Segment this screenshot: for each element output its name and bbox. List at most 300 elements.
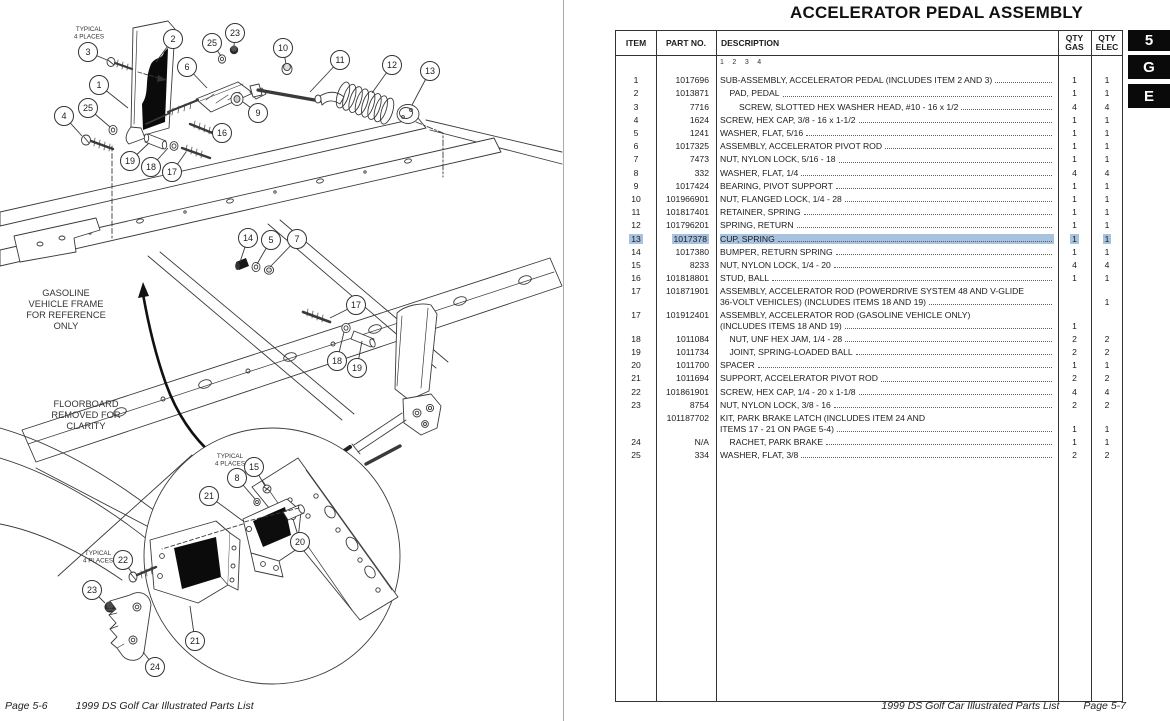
description-line: [720, 321, 1054, 332]
callout-number: 20: [294, 537, 306, 548]
description-text: SUPPORT, ACCELERATOR PIVOT ROD: [720, 373, 878, 384]
callout-number: 21: [189, 636, 201, 647]
callout-number: 6: [184, 62, 190, 73]
header-description: DESCRIPTION: [721, 37, 780, 48]
doc-title: 1999 DS Golf Car Illustrated Parts List: [75, 700, 254, 712]
table-row: [616, 140, 1122, 153]
description-text: STUD, BALL: [720, 273, 770, 284]
description-line: [720, 247, 1054, 258]
cell-part-no: 1011734: [676, 347, 709, 358]
callout-number: 23: [86, 585, 98, 596]
description-line: [720, 347, 1054, 358]
cell-qty-elec: 1: [1104, 360, 1110, 371]
cell-description: [716, 310, 1058, 331]
description-text: ASSEMBLY, ACCELERATOR ROD (POWERDRIVE SYSTEM 48 AND V-GLIDE: [720, 286, 1025, 297]
cell-description: [716, 450, 1058, 461]
cell-item: 14: [631, 246, 641, 257]
cell-qty-elec: 4: [1104, 259, 1110, 270]
cell-qty-elec: [1091, 310, 1123, 331]
dot-leader: [758, 367, 1052, 368]
cell-item: 24: [631, 436, 641, 447]
cell-item: 4: [633, 114, 639, 125]
dot-leader: [881, 381, 1052, 382]
cell-item: 13: [631, 233, 641, 244]
description-text: WASHER, FLAT, 1/4: [720, 167, 799, 178]
callout-number: 25: [82, 103, 94, 114]
description-line: [720, 360, 1054, 371]
cell-description: [716, 260, 1058, 271]
callout-number: 17: [166, 167, 178, 178]
cell-item: 19: [631, 347, 641, 358]
cell-description: [716, 437, 1058, 448]
cell-item: 15: [631, 259, 641, 270]
callout-number: 17: [350, 300, 362, 311]
description-line: [720, 102, 1054, 113]
cell-qty-gas: 1: [1072, 88, 1077, 99]
description-text: SPACER: [720, 360, 755, 371]
callout-number: 25: [206, 38, 218, 49]
callout-25: [203, 34, 222, 57]
description-line: [720, 373, 1054, 384]
cell-item: 16: [631, 273, 641, 284]
dot-leader: [961, 109, 1052, 110]
callout-number: 18: [145, 162, 157, 173]
description-text: PAD, PEDAL: [729, 88, 780, 99]
table-row: [616, 219, 1122, 232]
cell-item: 11: [631, 207, 641, 218]
typical-4-places-3: TYPICAL 4 PLACES: [82, 550, 114, 565]
cell-part-no: 1017424: [675, 180, 709, 191]
cell-item: 3: [633, 101, 639, 112]
description-text: NUT, UNF HEX JAM, 1/4 - 28: [729, 333, 843, 344]
cell-qty-gas: 1: [1072, 360, 1077, 371]
callout-23: [226, 24, 245, 47]
cell-item: [616, 413, 656, 434]
cell-description: [716, 181, 1058, 192]
dot-leader: [836, 188, 1052, 189]
cell-qty-elec: 1: [1104, 180, 1110, 191]
description-line: [720, 437, 1054, 448]
header-qty-elec: QTY ELEC: [1095, 33, 1119, 52]
description-line: [720, 286, 1054, 297]
callout-number: 13: [424, 66, 436, 77]
dot-leader: [801, 457, 1052, 458]
description-line: [720, 220, 1054, 231]
table-row: [616, 245, 1122, 258]
table-header: [616, 31, 1122, 56]
callout-number: 23: [229, 28, 241, 39]
right-page: [564, 0, 1170, 721]
callout-22: [114, 551, 133, 574]
table-row: [616, 180, 1122, 193]
dot-leader: [859, 394, 1053, 395]
cell-qty-gas: 2: [1072, 399, 1077, 410]
dot-leader: [859, 122, 1053, 123]
description-line: [720, 115, 1054, 126]
description-text: WASHER, FLAT, 3/8: [720, 449, 799, 460]
table-row: [616, 372, 1122, 385]
cell-part-no: 1624: [689, 114, 709, 125]
cell-qty-gas: 1: [1072, 180, 1077, 191]
cell-description: [716, 400, 1058, 411]
callout-number: 16: [216, 128, 228, 139]
cell-qty-elec: 1: [1104, 128, 1110, 139]
callout-number: 9: [255, 108, 261, 119]
description-text: NUT, NYLON LOCK, 1/4 - 20: [720, 259, 831, 270]
right-page-footer: [881, 700, 1126, 712]
cell-qty-elec: 4: [1104, 386, 1110, 397]
cell-qty-gas: 1: [1072, 436, 1077, 447]
cell-qty-gas: 2: [1072, 449, 1077, 460]
cell-part-no: 1017325: [675, 141, 709, 152]
cell-qty-gas: 1: [1072, 207, 1077, 218]
cell-qty-elec: 1: [1104, 207, 1110, 218]
dot-leader: [834, 267, 1052, 268]
cell-part-no: 1011700: [676, 360, 709, 371]
callout-24: [143, 652, 165, 677]
cell-description: [716, 75, 1058, 86]
cell-qty-gas: 1: [1072, 128, 1077, 139]
description-line: [720, 168, 1054, 179]
cell-qty-gas: 1: [1072, 233, 1077, 244]
description-text: 36-VOLT VEHICLES) (INCLUDES ITEMS 18 AND 19): [720, 296, 926, 307]
cell-part-no: 1017696: [675, 75, 709, 86]
cell-qty-elec: 2: [1104, 347, 1110, 358]
dot-leader: [778, 241, 1052, 242]
cell-part-no: 334: [694, 449, 709, 460]
description-text: (INCLUDES ITEMS 18 AND 19): [720, 320, 842, 331]
description-text: ITEMS 17 - 21 ON PAGE 5-4): [720, 423, 834, 434]
table-row: [616, 399, 1122, 412]
callout-number: 21: [203, 491, 215, 502]
cell-qty-elec: 1: [1104, 114, 1110, 125]
table-row: [616, 153, 1122, 166]
description-line: [720, 334, 1054, 345]
indent-marker: 1: [720, 59, 724, 66]
table-row: [616, 100, 1122, 113]
table-row: [616, 359, 1122, 372]
cell-part-no: 8754: [689, 399, 709, 410]
cell-qty-gas: 1: [1072, 320, 1077, 331]
description-text: JOINT, SPRING-LOADED BALL: [729, 347, 853, 358]
cell-item: 21: [631, 373, 641, 384]
description-line: [720, 273, 1054, 284]
cell-item: 23: [631, 399, 641, 410]
section-tab-e: E: [1128, 84, 1170, 108]
table-row: [616, 272, 1122, 285]
cell-item: 25: [631, 449, 641, 460]
callout-number: 15: [248, 462, 260, 473]
header-part-no: PART NO.: [666, 37, 706, 48]
cell-item: 2: [633, 88, 639, 99]
description-text: SCREW, HEX CAP, 1/4 - 20 x 1-1/8: [720, 386, 856, 397]
callout-number: 8: [234, 473, 240, 484]
table-row: [616, 412, 1122, 436]
indent-marker: 4: [757, 59, 762, 66]
typical-4-places-2: TYPICAL 4 PLACES: [214, 453, 246, 468]
exploded-parts-diagram: [0, 0, 563, 695]
cell-description: [716, 413, 1058, 434]
description-text: SCREW, SLOTTED HEX WASHER HEAD, #10 - 16 x 1/2: [739, 101, 959, 112]
callout-number: 18: [331, 356, 343, 367]
description-line: [720, 424, 1054, 435]
cell-part-no: N/A: [694, 436, 709, 447]
typical-4-places-1: TYPICAL 4 PLACES: [73, 26, 105, 41]
cell-qty-elec: 1: [1104, 423, 1110, 434]
cell-qty-elec: 2: [1104, 333, 1110, 344]
callout-number: 22: [117, 555, 129, 566]
cell-qty-elec: 4: [1104, 167, 1110, 178]
header-qty-gas: QTY GAS: [1065, 33, 1084, 52]
description-line: [720, 88, 1054, 99]
dot-leader: [806, 135, 1052, 136]
cell-qty-elec: 1: [1104, 220, 1110, 231]
cell-item: 10: [631, 193, 641, 204]
dot-leader: [826, 444, 1052, 445]
description-text: SPRING, RETURN: [720, 220, 794, 231]
description-line: [720, 75, 1054, 86]
cell-qty-elec: 1: [1104, 141, 1110, 152]
cell-part-no: 1011694: [676, 373, 709, 384]
callout-5: [257, 231, 281, 265]
dot-leader: [845, 328, 1052, 329]
description-line: [720, 413, 1054, 424]
cell-qty-gas: 1: [1072, 193, 1077, 204]
callout-25: [79, 99, 111, 128]
parts-table: [615, 30, 1123, 702]
cell-qty-gas: 4: [1072, 259, 1077, 270]
dot-leader: [856, 354, 1052, 355]
indent-legend: [720, 59, 1122, 71]
section-tab-g: G: [1128, 55, 1170, 79]
cell-description: [716, 347, 1058, 358]
table-row: [616, 309, 1122, 333]
dot-leader: [845, 341, 1052, 342]
callout-11: [310, 51, 350, 93]
cell-qty-gas: 1: [1072, 154, 1077, 165]
description-line: [720, 400, 1054, 411]
description-line: [720, 260, 1054, 271]
cell-description: [716, 387, 1058, 398]
cell-part-no: 101871901: [665, 286, 709, 297]
callout-13: [412, 62, 440, 106]
dot-leader: [772, 280, 1052, 281]
callout-9: [243, 102, 268, 123]
callout-3: [79, 43, 108, 62]
callout-number: 10: [277, 43, 289, 54]
dot-leader: [804, 214, 1052, 215]
cell-qty-gas: 4: [1072, 167, 1077, 178]
cell-qty-gas: 4: [1072, 386, 1077, 397]
cell-description: [716, 141, 1058, 152]
description-text: ASSEMBLY, ACCELERATOR ROD (GASOLINE VEHICLE ONLY): [720, 310, 971, 321]
cell-item: 17: [631, 310, 641, 321]
cell-part-no: 101187702: [666, 412, 709, 423]
description-text: RETAINER, SPRING: [720, 207, 801, 218]
cell-qty-elec: 1: [1104, 436, 1110, 447]
indent-marker: 3: [744, 59, 749, 66]
callout-14: [239, 229, 258, 263]
description-line: [720, 387, 1054, 398]
cell-part-no: 101796201: [665, 220, 709, 231]
dot-leader: [929, 304, 1052, 305]
cell-qty-elec: 1: [1104, 233, 1110, 244]
cell-description: [716, 273, 1058, 284]
description-text: KIT, PARK BRAKE LATCH (INCLUDES ITEM 24 AND: [720, 412, 926, 423]
cell-description: [716, 220, 1058, 231]
table-row: [616, 449, 1122, 462]
cell-description: [716, 154, 1058, 165]
cell-part-no: 101817401: [665, 207, 709, 218]
cell-description: [716, 286, 1058, 307]
callout-4: [55, 107, 83, 137]
callout-number: 19: [351, 363, 363, 374]
cell-description: [716, 373, 1058, 384]
cell-item: 20: [631, 360, 641, 371]
callout-number: 14: [242, 233, 254, 244]
dot-leader: [839, 162, 1052, 163]
cell-qty-gas: 1: [1072, 75, 1077, 86]
description-text: ASSEMBLY, ACCELERATOR PIVOT ROD: [720, 141, 883, 152]
table-row: [616, 259, 1122, 272]
cell-qty-gas: 1: [1072, 423, 1077, 434]
cell-item: 22: [631, 386, 641, 397]
cell-qty-gas: 1: [1072, 246, 1077, 257]
table-row: [616, 206, 1122, 219]
cell-item: 18: [631, 333, 641, 344]
description-line: [720, 450, 1054, 461]
table-row: [616, 346, 1122, 359]
cell-qty-elec: 1: [1104, 154, 1110, 165]
callout-17: [330, 296, 366, 319]
header-item: ITEM: [625, 37, 647, 48]
callout-number: 19: [124, 156, 136, 167]
cell-qty-elec: 2: [1104, 373, 1110, 384]
table-row: [616, 87, 1122, 100]
description-text: WASHER, FLAT, 5/16: [720, 128, 804, 139]
cell-description: [716, 128, 1058, 139]
cell-part-no: 1241: [689, 128, 709, 139]
description-line: [720, 234, 1054, 245]
dot-leader: [797, 227, 1052, 228]
dot-leader: [836, 254, 1052, 255]
indent-marker: 2: [732, 59, 737, 66]
callout-number: 12: [386, 60, 398, 71]
table-row: [616, 74, 1122, 87]
cell-description: [716, 334, 1058, 345]
callout-number: 1: [96, 80, 102, 91]
dot-leader: [845, 201, 1052, 202]
cell-qty-gas: [1058, 286, 1091, 307]
description-line: [720, 181, 1054, 192]
cell-part-no: 101818801: [665, 273, 709, 284]
doc-title: 1999 DS Golf Car Illustrated Parts List: [881, 700, 1060, 712]
description-text: NUT, NYLON LOCK, 3/8 - 16: [720, 399, 831, 410]
callout-10: [274, 39, 293, 65]
left-page-footer: [5, 700, 254, 712]
cell-part-no: 1013871: [675, 88, 709, 99]
dot-leader: [783, 96, 1053, 97]
table-row: [616, 435, 1122, 448]
table-body: [616, 56, 1122, 462]
table-row: [616, 385, 1122, 398]
cell-item: 8: [633, 167, 639, 178]
cell-item: 9: [633, 180, 639, 191]
callout-23: [83, 581, 106, 604]
cell-description: [716, 194, 1058, 205]
cell-description: [716, 102, 1058, 113]
cell-qty-elec: 1: [1104, 273, 1110, 284]
description-text: SUB-ASSEMBLY, ACCELERATOR PEDAL (INCLUDES ITEM 2 AND 3): [720, 75, 993, 86]
cell-qty-elec: 1: [1104, 88, 1110, 99]
description-text: BEARING, PIVOT SUPPORT: [720, 180, 833, 191]
description-text: CUP, SPRING: [720, 233, 775, 244]
cell-qty-elec: 2: [1104, 449, 1110, 460]
callout-number: 3: [85, 47, 91, 58]
description-line: [720, 128, 1054, 139]
cell-part-no: 101912401: [665, 310, 709, 321]
section-tab-5: 5: [1128, 30, 1170, 51]
cell-qty-gas: 1: [1072, 220, 1077, 231]
cell-item: 7: [633, 154, 639, 165]
callout-12: [372, 56, 402, 94]
right-page-number: Page 5-7: [1083, 700, 1126, 712]
callout-6: [178, 58, 208, 89]
description-text: BUMPER, RETURN SPRING: [720, 246, 833, 257]
table-row: [616, 114, 1122, 127]
description-line: [720, 310, 1054, 321]
callout-number: 4: [61, 111, 67, 122]
table-row: [616, 333, 1122, 346]
callout-number: 7: [294, 234, 300, 245]
cell-qty-elec: 1: [1104, 296, 1110, 307]
cell-part-no: 7473: [689, 154, 709, 165]
cell-description: [716, 168, 1058, 179]
cell-part-no: 7716: [689, 101, 709, 112]
cell-qty-elec: 1: [1104, 75, 1110, 86]
cell-qty-gas: 1: [1072, 114, 1077, 125]
cell-item: 6: [633, 141, 639, 152]
cell-qty-gas: 4: [1072, 101, 1077, 112]
cell-part-no: 1011084: [676, 333, 709, 344]
table-row-selected: [616, 232, 1122, 245]
dot-leader: [837, 431, 1052, 432]
cell-part-no: 8233: [689, 259, 709, 270]
cell-qty-elec: 1: [1104, 193, 1110, 204]
left-page-number: Page 5-6: [5, 700, 48, 712]
gasoline-frame-note: GASOLINE VEHICLE FRAME FOR REFERENCE ONLY: [26, 288, 106, 331]
description-text: SCREW, HEX CAP, 3/8 - 16 x 1-1/2: [720, 114, 856, 125]
description-line: [720, 207, 1054, 218]
table-row: [616, 166, 1122, 179]
callout-number: 11: [335, 55, 345, 66]
cell-qty-elec: 1: [1104, 246, 1110, 257]
cell-part-no: 332: [694, 167, 709, 178]
dot-leader: [834, 407, 1052, 408]
description-text: NUT, NYLON LOCK, 5/16 - 18: [720, 154, 836, 165]
cell-description: [716, 88, 1058, 99]
description-line: [720, 154, 1054, 165]
callout-number: 24: [149, 662, 161, 673]
left-page: [0, 0, 563, 721]
callout-number: 5: [268, 235, 274, 246]
dot-leader: [995, 82, 1052, 83]
cell-item: 1: [633, 75, 639, 86]
dot-leader: [885, 148, 1052, 149]
cell-qty-gas: 1: [1072, 273, 1077, 284]
description-line: [720, 297, 1054, 308]
cell-description: [716, 247, 1058, 258]
